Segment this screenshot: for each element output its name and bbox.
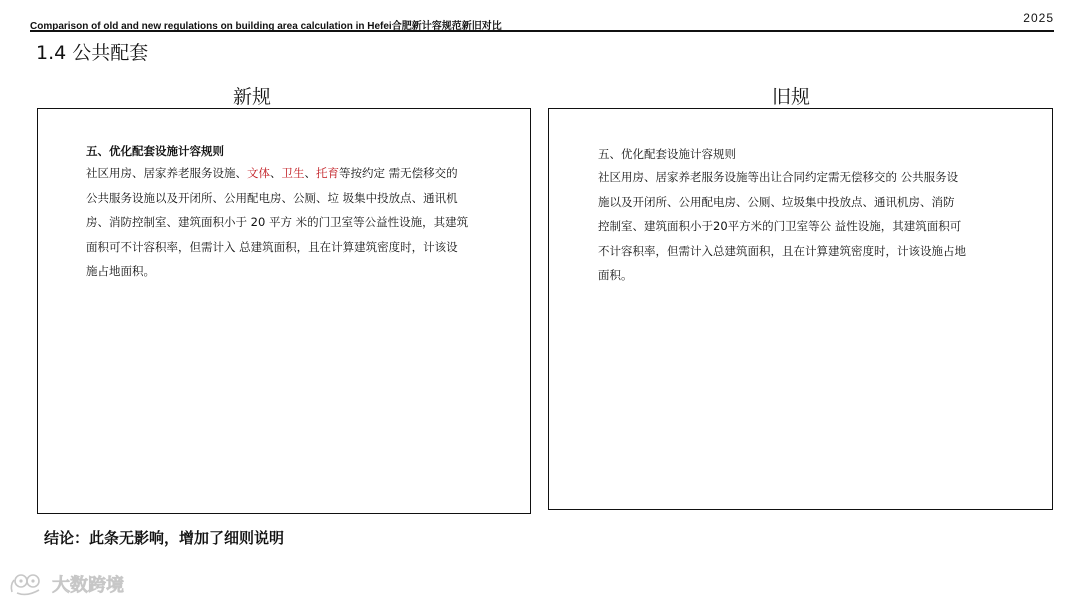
body-text: 施以及开闭所、公用配电房、公厕、垃圾集中投放点、通讯机房、消防 bbox=[598, 194, 955, 209]
body-line bbox=[598, 214, 1022, 239]
old-rules-heading: 五、优化配套设施计容规则 bbox=[598, 147, 736, 161]
body-line bbox=[86, 259, 506, 284]
old-rules-body bbox=[598, 165, 1022, 288]
body-line bbox=[86, 186, 506, 211]
body-text: 面积可不计容积率，但需计入 总建筑面积，且在计算建筑密度时，计该设 bbox=[86, 239, 458, 254]
section-title: 1.4 公共配套 bbox=[36, 42, 149, 64]
body-line bbox=[86, 161, 506, 186]
body-text: 房、消防控制室、建筑面积小于 20 平方 米的门卫室等公益性设施，其建筑 bbox=[86, 215, 469, 229]
body-text: 公共服务设施以及开闭所、公用配电房、公厕、垃 圾集中投放点、通讯机 bbox=[86, 190, 458, 205]
header-year: 2025 bbox=[1023, 11, 1054, 25]
new-rules-panel bbox=[37, 108, 531, 514]
old-rules-label: 旧规 bbox=[772, 86, 811, 108]
new-rules-label: 新规 bbox=[233, 86, 272, 108]
body-text: 等按约定 需无偿移交的 bbox=[339, 166, 458, 180]
page-header bbox=[30, 11, 1054, 32]
body-text: 社区用房、居家养老服务设施、 bbox=[86, 166, 247, 180]
new-rules-heading: 五、优化配套设施计容规则 bbox=[86, 144, 224, 158]
body-line bbox=[598, 190, 1022, 215]
body-line bbox=[598, 165, 1022, 190]
body-text: 社区用房、居家养老服务设施等出让合同约定需无偿移交的 公共服务设 bbox=[598, 170, 959, 184]
watermark bbox=[8, 571, 124, 597]
highlighted-term: 卫生 bbox=[281, 166, 305, 180]
watermark-text: 大数跨境 bbox=[52, 575, 124, 596]
body-text: 、 bbox=[304, 166, 316, 180]
body-text: 面积。 bbox=[598, 268, 633, 282]
body-text: 不计容积率，但需计入总建筑面积，且在计算建筑密度时，计该设施占地 bbox=[598, 243, 966, 258]
body-text: 控制室、建筑面积小于20平方米的门卫室等公 益性设施，其建筑面积可 bbox=[598, 219, 962, 233]
body-text: 施占地面积。 bbox=[86, 264, 155, 278]
body-line bbox=[86, 235, 506, 260]
conclusion-text: 结论：此条无影响，增加了细则说明 bbox=[44, 529, 285, 547]
body-line bbox=[598, 239, 1022, 264]
body-line bbox=[598, 263, 1022, 288]
brand-logo-icon bbox=[8, 571, 48, 597]
body-text: 、 bbox=[270, 166, 282, 180]
body-line bbox=[86, 210, 506, 235]
header-title: Comparison of old and new regulations on building area calculation in Hefei合肥新计容规范新旧对比 bbox=[30, 21, 502, 32]
highlighted-term: 文体 bbox=[247, 166, 270, 180]
new-rules-body bbox=[86, 161, 506, 284]
highlighted-term: 托育 bbox=[316, 166, 339, 180]
old-rules-panel bbox=[548, 108, 1053, 510]
